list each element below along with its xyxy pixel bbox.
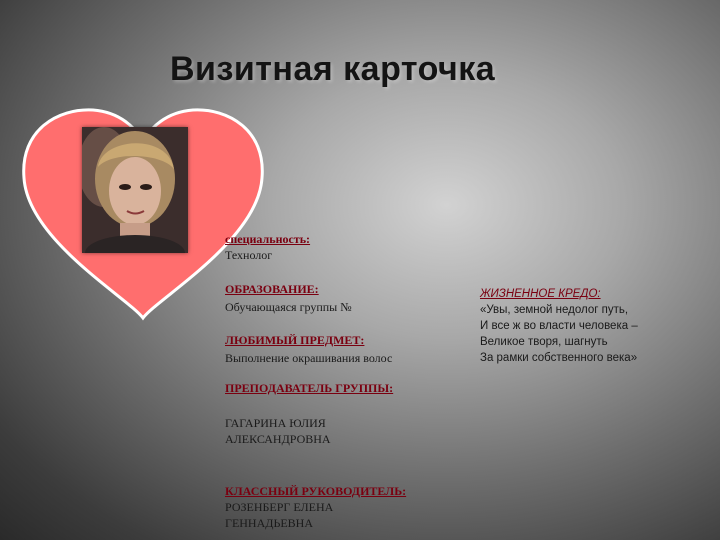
credo-label: ЖИЗНЕННОЕ КРЕДО:: [480, 288, 601, 300]
teacher-label: ПРЕПОДАВАТЕЛЬ ГРУППЫ:: [225, 381, 394, 395]
specialty-value: Технолог: [225, 248, 273, 262]
education-label: ОБРАЗОВАНИЕ:: [225, 282, 319, 296]
credo-line: И все ж во власти человека –: [480, 320, 638, 332]
curator-label: КЛАССНЫЙ РУКОВОДИТЕЛЬ:: [225, 484, 407, 498]
slide-title: Визитная карточка: [170, 50, 496, 88]
education-block: [225, 281, 352, 315]
curator-name-line2: ГЕННАДЬЕВНА: [225, 516, 314, 530]
subject-label: ЛЮБИМЫЙ ПРЕДМЕТ:: [225, 333, 365, 347]
portrait-image: [82, 127, 188, 253]
credo-line: За рамки собственного века»: [480, 352, 638, 364]
teacher-name-line1: ГАГАРИНА ЮЛИЯ: [225, 416, 326, 430]
specialty-label: специальность:: [225, 232, 311, 246]
curator-name-line1: РОЗЕНБЕРГ ЕЛЕНА: [225, 500, 334, 514]
credo-block: [480, 286, 638, 366]
specialty-block: [225, 231, 310, 263]
credo-line: «Увы, земной недолог путь,: [480, 304, 629, 316]
education-value: Обучающаяся группы №: [225, 300, 352, 314]
credo-line: Великое творя, шагнуть: [480, 336, 608, 348]
portrait-photo: [82, 127, 188, 253]
teacher-name-line2: АЛЕКСАНДРОВНА: [225, 432, 331, 446]
teacher-block: [225, 380, 393, 447]
curator-block: [225, 483, 406, 531]
subject-value: Выполнение окрашивания волос: [225, 351, 393, 365]
subject-block: [225, 332, 392, 366]
